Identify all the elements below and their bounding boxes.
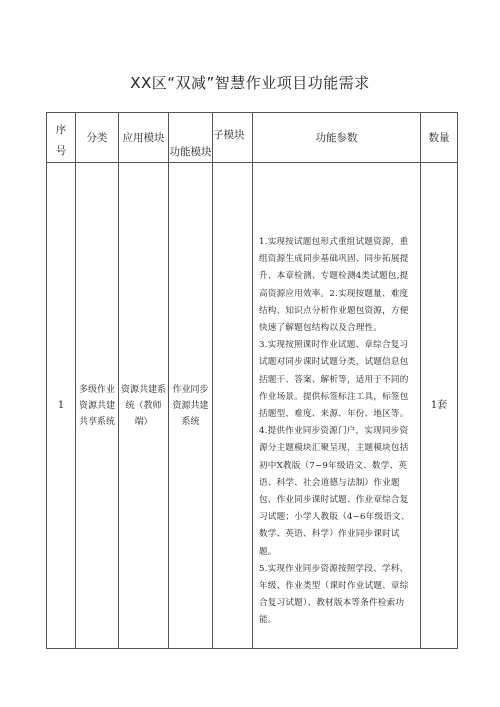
- header-seq: 序 号: [47, 113, 76, 163]
- cell-params: [253, 163, 421, 649]
- cell-func-module: 作业同步资源共建系统: [169, 163, 213, 649]
- param-paragraph: 3.实现按照课时作业试题、章综合复习试题对同步课时试题分类，试题信息包括题干、答案、解析等，适用于不同的作业场景。提供标签标注工具，标签包括题型、难度、来源、年份、地区等。: [259, 340, 409, 420]
- header-row: [47, 113, 458, 163]
- cell-app-module: 资源共建系统（教师端）: [119, 163, 169, 649]
- page-title: XX区“双减”智慧作业项目功能需求: [130, 74, 370, 92]
- header-sub-module: 子模块: [213, 113, 253, 163]
- requirements-table: [46, 112, 458, 649]
- header-quantity: 数量: [421, 113, 458, 163]
- cell-category: 多级作业资源共建共享系统: [76, 163, 119, 649]
- header-func-module: 功能模块: [169, 113, 213, 163]
- table-row: [47, 163, 458, 649]
- cell-quantity: 1套: [421, 163, 458, 649]
- header-app-module: 应用模块: [119, 113, 169, 163]
- header-params: 功能参数: [253, 113, 421, 163]
- param-paragraph: 1.实现按试题包形式重组试题资源，重组资源生成同步基础巩固、同步拓展提升、本章检测、专题检测4类试题包,提高资源应用效率。2.实现按题量、难度结构、知识点分析作业题包资源，方便快速了解题包结构以及合理性。: [259, 237, 409, 334]
- param-paragraph: 4.提供作业同步资源门户，实现同步资源分主题模块汇聚呈现，主题模块包括初中X教版（7~9年级语文、数学、英语、科学、社会道德与法制）作业题包、作业同步课时试题、作业章综合复习试题；小学人教版（4~6年级语文、数学、英语、科学）作业同步课时试题。: [259, 426, 410, 557]
- cell-sub-module: [213, 163, 253, 649]
- cell-seq: 1: [47, 163, 76, 649]
- param-paragraph: 5.实现作业同步资源按照学段、学科、年级、作业类型（课时作业试题、章综合复习试题）、教材版本等条件检索功能。: [259, 563, 409, 626]
- header-category: 分类: [76, 113, 119, 163]
